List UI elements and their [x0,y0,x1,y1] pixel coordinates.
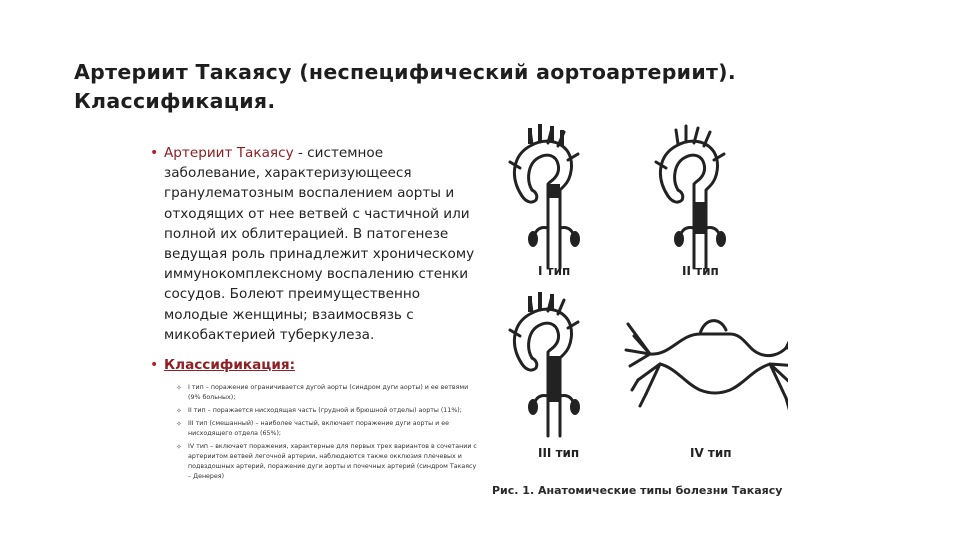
intro-bullet [150,143,480,345]
figure-caption: Рис. 1. Анатомические типы болезни Такаясу [492,484,783,497]
slide-title-line-1: Артериит Такаясу (неспецифический аортоартериит). [74,60,736,84]
type-4-label: IV тип [690,446,732,460]
aorta-diagrams [492,114,788,502]
classification-item-type-1: ✧ I тип – поражение ограничивается дугой аорты (синдром дуги аорты) и ее ветвями (9% больных); [176,383,480,403]
aorta-type-3-drawing [510,292,580,436]
aorta-type-1-drawing [510,124,580,268]
type-1-label: I тип [538,264,571,278]
intro-text: - системное заболевание, характеризующееся гранулематозным воспалением аорты и отходящих от нее ветвей с частичной или полной их облитерацией. В патогенезе ведущая роль принадлежит хроническому иммунокомплексному воспалению стенки сосудов. Болеют преимущественно молодые женщины; взаимосвязь с микобактерией туберкулеза. [164,145,475,343]
classification-list [150,383,480,482]
anatomical-types-figure [492,114,788,502]
classification-bullet [150,355,480,375]
aorta-type-2-drawing [656,126,726,268]
slide-title [74,58,914,116]
classification-item-type-4: ✧ IV тип – включает поражения, характерные для первых трех вариантов в сочетании с артериитом ветвей легочной артерии, наблюдаются также окклюзия плечевых и подвздошных артерий, поражение дуги аорты и почечных артерий (синдром Такаясу – Денерея) [176,442,480,482]
slide-title-line-2: Классификация. [74,89,276,113]
intro-term: Артериит Такаясу [164,145,294,161]
type-3-label: III тип [538,446,580,460]
type-2-label: II тип [682,264,719,278]
slide-body [150,143,480,485]
classification-item-type-3: ✧ III тип (смешанный) – наиболее частый, включает поражение дуги аорты и ее нисходящего отдела (65%); [176,419,480,439]
pulmonary-type-4-drawing [626,316,788,412]
classification-heading: Классификация: [164,357,296,374]
classification-item-type-2: ✧ II тип – поражается нисходящая часть (грудной и брюшной отделы) аорты (11%); [176,406,480,416]
